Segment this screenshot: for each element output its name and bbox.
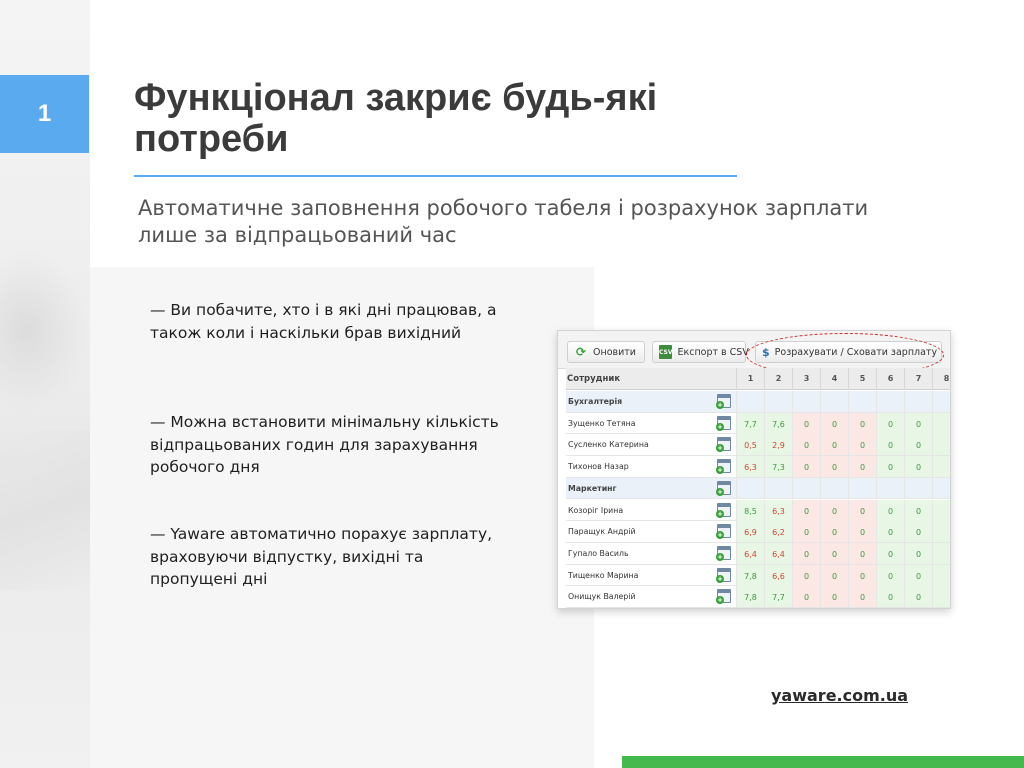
table-row[interactable] — [566, 586, 951, 608]
day-cell[interactable]: 0 — [792, 521, 820, 542]
day-cell[interactable]: 7,8 — [736, 565, 764, 586]
day-cell[interactable]: 6,4 — [764, 543, 792, 564]
footer-accent-bar — [622, 756, 1024, 768]
day-cell[interactable]: 0 — [820, 543, 848, 564]
day-cell[interactable] — [932, 391, 951, 412]
day-cell[interactable] — [932, 456, 951, 477]
website-link[interactable]: yaware.com.ua — [771, 686, 909, 705]
toolbar — [558, 331, 951, 369]
day-cell[interactable]: 0 — [904, 500, 932, 521]
day-column-header: 7 — [904, 368, 932, 390]
employee-name: Сусленко Катерина — [568, 440, 649, 450]
day-cell[interactable]: 0 — [848, 456, 876, 477]
plus-icon: + — [717, 422, 723, 431]
day-cell[interactable]: 6,6 — [764, 565, 792, 586]
day-cell[interactable]: 0 — [876, 413, 904, 434]
background-photo-shape — [0, 250, 90, 410]
day-cell[interactable]: 0 — [848, 434, 876, 455]
calendar-add-icon[interactable] — [717, 568, 731, 582]
bullet-text: — Yaware автоматично порахує зарплату, враховуючи відпустку, вихідні та пропущені дні — [150, 525, 493, 588]
day-cell[interactable]: 0 — [876, 565, 904, 586]
plus-icon: + — [717, 552, 723, 561]
export-csv-button[interactable] — [652, 341, 749, 363]
employee-name: Тищенко Марина — [568, 570, 639, 580]
employee-name: Паращук Андрій — [568, 527, 636, 537]
calendar-add-icon[interactable] — [717, 589, 731, 603]
employee-column-header: Сотрудник — [567, 374, 621, 384]
day-cell[interactable] — [848, 478, 876, 499]
day-cell[interactable]: 6,3 — [764, 500, 792, 521]
day-cell[interactable]: 0 — [820, 500, 848, 521]
plus-icon: + — [717, 574, 723, 583]
day-cell[interactable]: 0 — [876, 500, 904, 521]
day-cell[interactable]: 0 — [904, 543, 932, 564]
day-cell[interactable]: 0 — [820, 565, 848, 586]
day-cell[interactable]: 0 — [904, 413, 932, 434]
day-cell[interactable]: 0 — [876, 434, 904, 455]
day-cell[interactable]: 0 — [820, 413, 848, 434]
bullet-text: — Ви побачите, хто і в які дні працював, а також коли і наскільки брав вихідний — [150, 301, 497, 342]
day-column-header: 2 — [764, 368, 792, 390]
day-cell[interactable]: 0 — [904, 521, 932, 542]
day-cell[interactable]: 0 — [876, 456, 904, 477]
day-cell[interactable]: 0 — [876, 586, 904, 607]
background-photo-shape — [0, 430, 90, 590]
plus-icon: + — [717, 596, 723, 605]
csv-icon: CSV — [659, 345, 672, 359]
plus-icon: + — [717, 487, 723, 496]
employee-name: Гупало Василь — [568, 548, 629, 558]
day-cell[interactable]: 0 — [904, 586, 932, 607]
day-cell[interactable]: 0 — [792, 456, 820, 477]
day-cell[interactable] — [876, 391, 904, 412]
day-cell[interactable]: 7,7 — [736, 413, 764, 434]
day-cell[interactable]: 0 — [848, 521, 876, 542]
plus-icon: + — [717, 401, 723, 409]
dollar-icon: $ — [762, 345, 770, 359]
refresh-button[interactable] — [567, 341, 645, 363]
calendar-add-icon[interactable] — [717, 416, 731, 430]
slide-number-badge: 1 — [0, 75, 89, 153]
calendar-add-icon[interactable] — [717, 503, 731, 517]
day-cell[interactable] — [876, 478, 904, 499]
day-cell[interactable]: 0 — [876, 543, 904, 564]
day-cell[interactable]: 0 — [792, 500, 820, 521]
day-cell[interactable] — [932, 521, 951, 542]
day-cell[interactable] — [736, 478, 764, 499]
day-cell[interactable]: 0 — [848, 413, 876, 434]
day-cell[interactable] — [932, 413, 951, 434]
day-cell[interactable] — [932, 543, 951, 564]
day-cell[interactable]: 0 — [820, 586, 848, 607]
day-cell[interactable] — [820, 391, 848, 412]
employee-name: Козоріг Ірина — [568, 505, 624, 515]
day-cell[interactable]: 0 — [792, 413, 820, 434]
calendar-add-icon[interactable] — [717, 394, 731, 408]
day-cell[interactable]: 6,9 — [736, 521, 764, 542]
employee-name: Онищук Валерій — [568, 592, 636, 602]
day-cell[interactable] — [932, 434, 951, 455]
department-name: Маркетинг — [568, 483, 617, 493]
day-cell[interactable]: 6,2 — [764, 521, 792, 542]
day-cell[interactable] — [932, 586, 951, 607]
employee-name: Тихонов Назар — [568, 462, 629, 472]
day-column-header: 5 — [848, 368, 876, 390]
table-row[interactable] — [566, 543, 951, 565]
day-cell[interactable]: 0 — [848, 543, 876, 564]
table-row[interactable] — [566, 521, 951, 543]
calendar-add-icon[interactable] — [717, 481, 731, 495]
day-cell[interactable]: 0 — [820, 521, 848, 542]
day-cell[interactable]: 0 — [848, 500, 876, 521]
plus-icon: + — [717, 444, 723, 453]
employee-name: Зущенко Тетяна — [568, 418, 636, 428]
day-cell[interactable] — [904, 391, 932, 412]
day-cell[interactable]: 0 — [904, 565, 932, 586]
day-cell[interactable]: 0 — [904, 434, 932, 455]
day-column-header: 4 — [820, 368, 848, 390]
refresh-label: Оновити — [593, 346, 636, 358]
plus-icon: + — [717, 509, 723, 518]
day-cell[interactable]: 0 — [904, 456, 932, 477]
day-cell[interactable]: 8,5 — [736, 500, 764, 521]
calendar-add-icon[interactable] — [717, 524, 731, 538]
day-cell[interactable]: 0 — [876, 521, 904, 542]
day-cell[interactable] — [820, 478, 848, 499]
day-cell[interactable] — [764, 478, 792, 499]
title-divider — [134, 175, 737, 177]
table-row[interactable] — [566, 413, 951, 435]
day-cell[interactable]: 0 — [792, 586, 820, 607]
day-cell[interactable]: 6,3 — [736, 456, 764, 477]
calendar-add-icon[interactable] — [717, 437, 731, 451]
slide-title: Функціонал закриє будь-які потреби — [134, 77, 658, 160]
calendar-add-icon[interactable] — [717, 459, 731, 473]
department-row[interactable] — [566, 478, 951, 500]
plus-icon: + — [717, 466, 723, 475]
day-cell[interactable]: 0 — [848, 586, 876, 607]
day-cell[interactable]: 7,8 — [736, 586, 764, 607]
salary-label: Розрахувати / Сховати зарплату — [774, 346, 938, 358]
refresh-icon: ⟳ — [575, 345, 587, 359]
bullet-text: — Можна встановити мінімальну кількість відпрацьованих годин для зарахування робочого дня — [150, 413, 499, 476]
table-row[interactable] — [566, 500, 951, 522]
day-column-header: 3 — [792, 368, 820, 390]
table-row[interactable] — [566, 434, 951, 456]
day-cell[interactable]: 0 — [820, 456, 848, 477]
table-header — [566, 368, 951, 390]
day-cell[interactable]: 0 — [792, 434, 820, 455]
day-cell[interactable] — [792, 391, 820, 412]
day-cell[interactable]: 2,9 — [764, 434, 792, 455]
day-cell[interactable]: 7,7 — [764, 586, 792, 607]
day-cell[interactable] — [904, 478, 932, 499]
table-row[interactable] — [566, 565, 951, 587]
day-cell[interactable] — [932, 478, 951, 499]
day-cell[interactable] — [848, 391, 876, 412]
day-column-header: 8 — [932, 368, 951, 390]
day-cell[interactable]: 7,6 — [764, 413, 792, 434]
plus-icon: + — [717, 531, 723, 540]
day-cell[interactable] — [736, 391, 764, 412]
day-cell[interactable] — [764, 391, 792, 412]
day-cell[interactable]: 0 — [820, 434, 848, 455]
timesheet-screenshot — [557, 330, 951, 609]
day-cell[interactable]: 0 — [792, 565, 820, 586]
day-column-header: 1 — [736, 368, 764, 390]
day-cell[interactable]: 0,5 — [736, 434, 764, 455]
calendar-add-icon[interactable] — [717, 546, 731, 560]
slide-subtitle: Автоматичне заповнення робочого табеля і розрахунок зарплати лише за відпрацьований час — [138, 196, 869, 247]
day-column-header: 6 — [876, 368, 904, 390]
department-name: Бухгалтерія — [568, 397, 623, 406]
day-cell[interactable] — [792, 478, 820, 499]
day-cell[interactable] — [932, 500, 951, 521]
day-cell[interactable]: 7,3 — [764, 456, 792, 477]
table-row[interactable] — [566, 456, 951, 478]
export-label: Експорт в CSV — [677, 346, 749, 358]
day-cell[interactable]: 0 — [792, 543, 820, 564]
day-cell[interactable] — [932, 565, 951, 586]
day-cell[interactable]: 0 — [848, 565, 876, 586]
department-row[interactable] — [566, 391, 951, 413]
day-cell[interactable]: 6,4 — [736, 543, 764, 564]
